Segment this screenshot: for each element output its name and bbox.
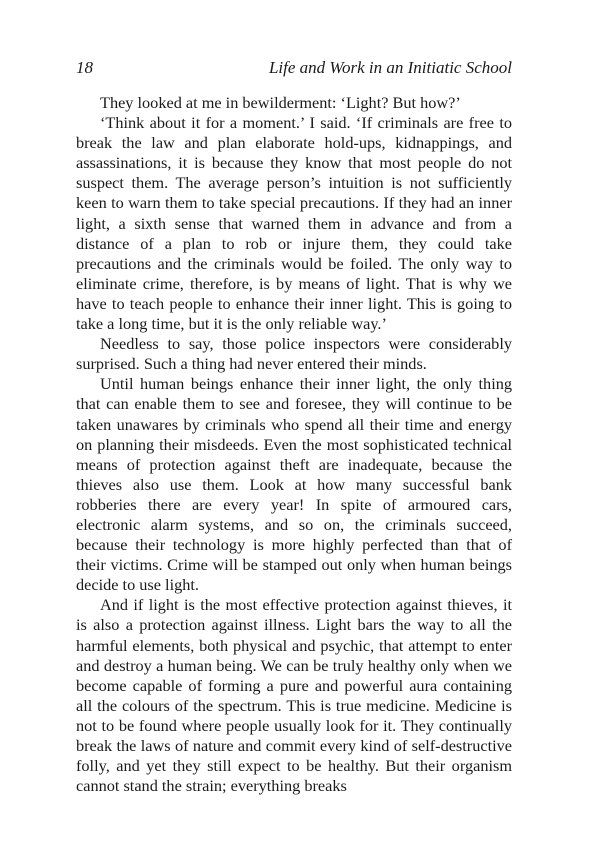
running-head bbox=[76, 58, 512, 78]
page-number: 18 bbox=[76, 58, 93, 77]
paragraph: Needless to say, those police inspectors were considerably surprised. Such a thing had never entered their minds. bbox=[76, 334, 512, 374]
paragraph: Until human beings enhance their inner light, the only thing that can enable them to see and foresee, they will continue to be taken unawares by criminals who spend all their time and energy on planning their misdeeds. Even the most sophisticated technical means of protection against theft are inadequate, because the thieves also use them. Look at how many successful bank robberies there are every year! In spite of armoured cars, electronic alarm systems, and so on, the criminals succeed, because their technology is more highly perfected than that of their victims. Crime will be stamped out only when human beings decide to use light. bbox=[76, 374, 512, 595]
body-text bbox=[76, 93, 512, 796]
paragraph: And if light is the most effective protection against thieves, it is also a protection against illness. Light bars the way to all the harmful elements, both physical and psychic, that attempt to enter and destroy a human being. We can be truly healthy only when we become capable of forming a pure and powerful aura containing all the colours of the spectrum. This is true medicine. Medicine is not to be found where people usually look for it. They continually break the laws of nature and commit every kind of self-destructive folly, and yet they still expect to be healthy. But their organism cannot stand the strain; everything breaks bbox=[76, 595, 512, 796]
running-title: Life and Work in an Initiatic School bbox=[268, 58, 512, 77]
paragraph: They looked at me in bewilderment: ‘Light? But how?’ bbox=[100, 93, 461, 112]
book-page bbox=[76, 58, 512, 796]
paragraph: ‘Think about it for a moment.’ I said. ‘If criminals are free to break the law and plan elaborate hold-ups, kidnappings, and assassinations, it is because they know that most people do not suspect them. The average person’s intuition is not sufficiently keen to warn them to take special precautions. If they had an inner light, a sixth sense that warned them in advance and from a distance of a plan to rob or injure them, they could take precautions and the criminals would be foiled. The only way to eliminate crime, therefore, is by means of light. That is why we have to teach people to enhance their inner light. This is going to take a long time, but it is the only reliable way.’ bbox=[76, 113, 512, 334]
